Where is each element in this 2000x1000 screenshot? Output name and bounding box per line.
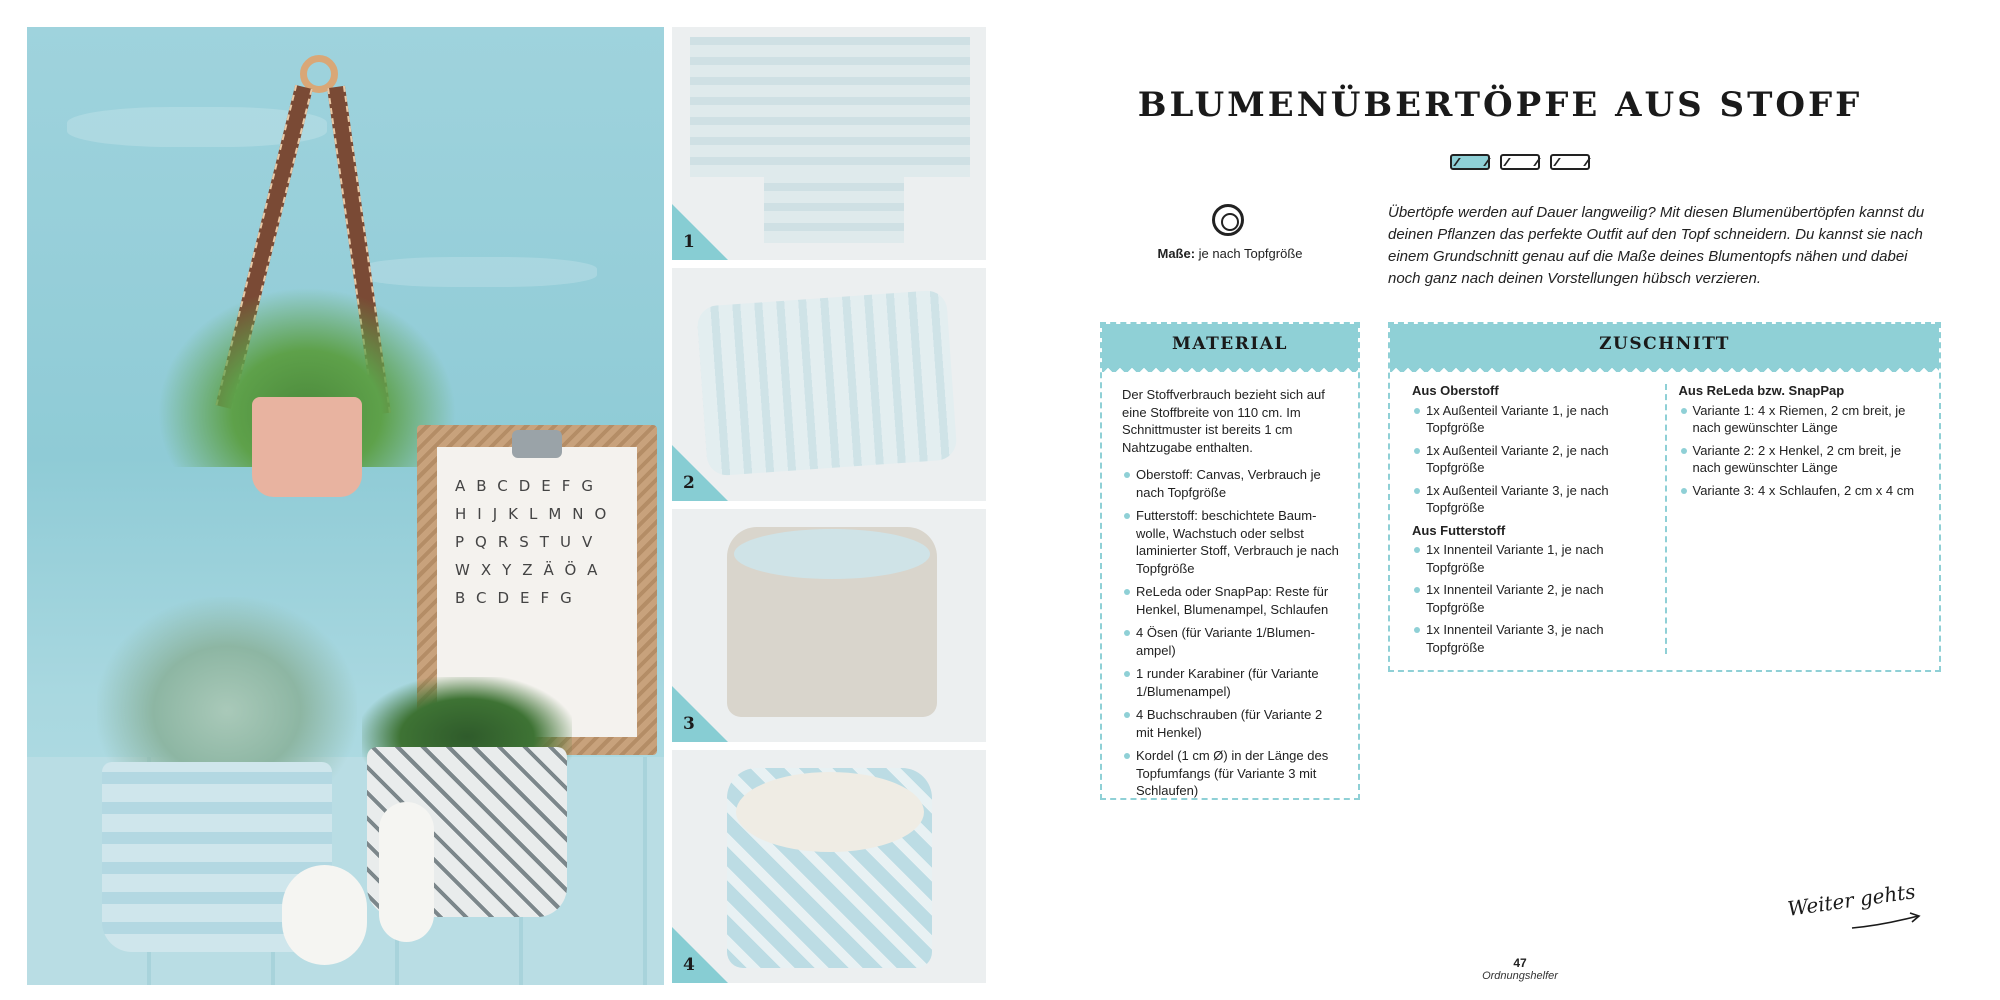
- fabric-pot-opening: [734, 529, 930, 579]
- list-item: Variante 2: 2 x Henkel, 2 cm breit, je nach gewünschter Länge: [1679, 442, 1920, 477]
- list-item: Kordel (1 cm Ø) in der Länge des Topfumfangs (für Variante 3 mit Schlaufen): [1122, 747, 1340, 800]
- list-item: Variante 1: 4 x Riemen, 2 cm breit, je nach gewünschter Länge: [1679, 402, 1920, 437]
- step-photo-4: [672, 750, 986, 983]
- ceramic-cactus-icon: [379, 802, 434, 942]
- succulent-plant: [97, 597, 357, 787]
- material-lead: Der Stoffverbrauch bezieht sich auf eine Stoffbreite von 110 cm. Im Schnittmuster ist bereits 1 cm Nahtzugabe enthalten.: [1122, 387, 1325, 455]
- wall-texture: [357, 257, 597, 287]
- page-title: BLUMENÜBERTÖPFE AUS STOFF: [1137, 85, 1863, 125]
- cut-list: [1679, 402, 1920, 500]
- hanging-pot: [252, 397, 362, 497]
- group-title: Aus Futterstoff: [1412, 522, 1506, 538]
- step-number: 1: [683, 232, 695, 252]
- zuschnitt-box: [1388, 322, 1941, 672]
- arrow-right-icon: [1850, 910, 1922, 932]
- material-header: MATERIAL: [1102, 324, 1358, 364]
- step-corner-marker: [672, 686, 728, 742]
- list-item: ReLeda oder SnapPap: Reste für Henkel, Blumenampel, Schlaufen: [1122, 583, 1340, 618]
- zuschnitt-column-left: [1412, 382, 1653, 661]
- dimensions-info: [1120, 246, 1340, 261]
- page-title-block: [1100, 85, 2000, 140]
- step-corner-marker: [672, 445, 728, 501]
- page-number: 47: [1513, 956, 1527, 970]
- intro-text: Übertöpfe werden auf Dauer langweilig? Mit diesen Blumenübertöpfen kannst du deinen Pflanzen das perfekte Outfit auf den Topf schneidern. Du kannst sie nach einem Grundschnitt genau auf die Maße deines Blumentopfs nähen und dabei noch ganz nach deinen Vorstellungen hübsch verzieren.: [1388, 204, 1925, 287]
- list-item: 1x Innenteil Variante 3, je nach Topfgröße: [1412, 621, 1653, 656]
- next-page-link[interactable]: Weiter gehts: [1785, 879, 1917, 921]
- material-box: [1100, 322, 1360, 800]
- cut-list: [1412, 541, 1653, 656]
- step-corner-marker: [672, 927, 728, 983]
- dimensions-value: je nach Topfgröße: [1198, 246, 1303, 261]
- step-photo-3: [672, 509, 986, 742]
- difficulty-rating: [1450, 154, 1590, 174]
- list-item: 1x Innenteil Variante 2, je nach Topfgröße: [1412, 581, 1653, 616]
- list-item: 1x Außenteil Variante 2, je nach Topfgröße: [1412, 442, 1653, 477]
- step-number: 4: [683, 955, 695, 975]
- zuschnitt-header: ZUSCHNITT: [1390, 324, 1939, 364]
- ceramic-cactus-icon: [282, 865, 367, 965]
- thread-spool-icon: [1550, 154, 1590, 170]
- list-item: 1x Außenteil Variante 3, je nach Topfgröße: [1412, 482, 1653, 517]
- clip-icon: [512, 430, 562, 458]
- list-item: 4 Ösen (für Variante 1/Blumen-ampel): [1122, 624, 1340, 659]
- thread-spool-icon: [1500, 154, 1540, 170]
- poster-letters: ABCDEFGHIJKLMNOPQRSTUVWXYZÄÖABCDEFG: [455, 477, 618, 607]
- group-title: Aus Oberstoff: [1412, 383, 1499, 398]
- list-item: 1x Innenteil Variante 1, je nach Topfgröße: [1412, 541, 1653, 576]
- list-item: Oberstoff: Canvas, Verbrauch je nach Topfgröße: [1122, 466, 1340, 501]
- thread-spool-icon: [1450, 154, 1490, 170]
- list-item: 4 Buchschrauben (für Variante 2 mit Henkel): [1122, 706, 1340, 741]
- dimensions-label: Maße:: [1157, 246, 1196, 261]
- group-title: Aus ReLeda bzw. SnapPap: [1678, 383, 1845, 398]
- fabric-cut-piece: [764, 175, 904, 243]
- list-item: Futterstoff: beschichtete Baum-wolle, Wachstuch oder selbst laminierter Stoff, Verbrauch je nach Topfgröße: [1122, 507, 1340, 577]
- list-item: Variante 3: 4 x Schlaufen, 2 cm x 4 cm: [1679, 482, 1920, 500]
- sewn-fabric-bag: [696, 289, 957, 476]
- column-divider: [1665, 384, 1667, 654]
- step-number: 3: [683, 714, 695, 734]
- fabric-cut-piece: [690, 37, 970, 177]
- step-photo-1: [672, 27, 986, 260]
- list-item: 1x Außenteil Variante 1, je nach Topfgröße: [1412, 402, 1653, 437]
- chapter-name: Ordnungshelfer: [1482, 970, 1558, 982]
- fabric-pot-opening: [736, 772, 924, 852]
- step-photo-2: [672, 268, 986, 501]
- hero-photo: [27, 27, 664, 985]
- zuschnitt-column-right: [1679, 382, 1920, 661]
- list-item: 1 runder Karabiner (für Variante 1/Blumenampel): [1122, 665, 1340, 700]
- step-number: 2: [683, 473, 695, 493]
- measuring-tape-icon: [1212, 204, 1244, 236]
- cut-list: [1412, 402, 1653, 517]
- material-list: [1122, 466, 1340, 800]
- step-corner-marker: [672, 204, 728, 260]
